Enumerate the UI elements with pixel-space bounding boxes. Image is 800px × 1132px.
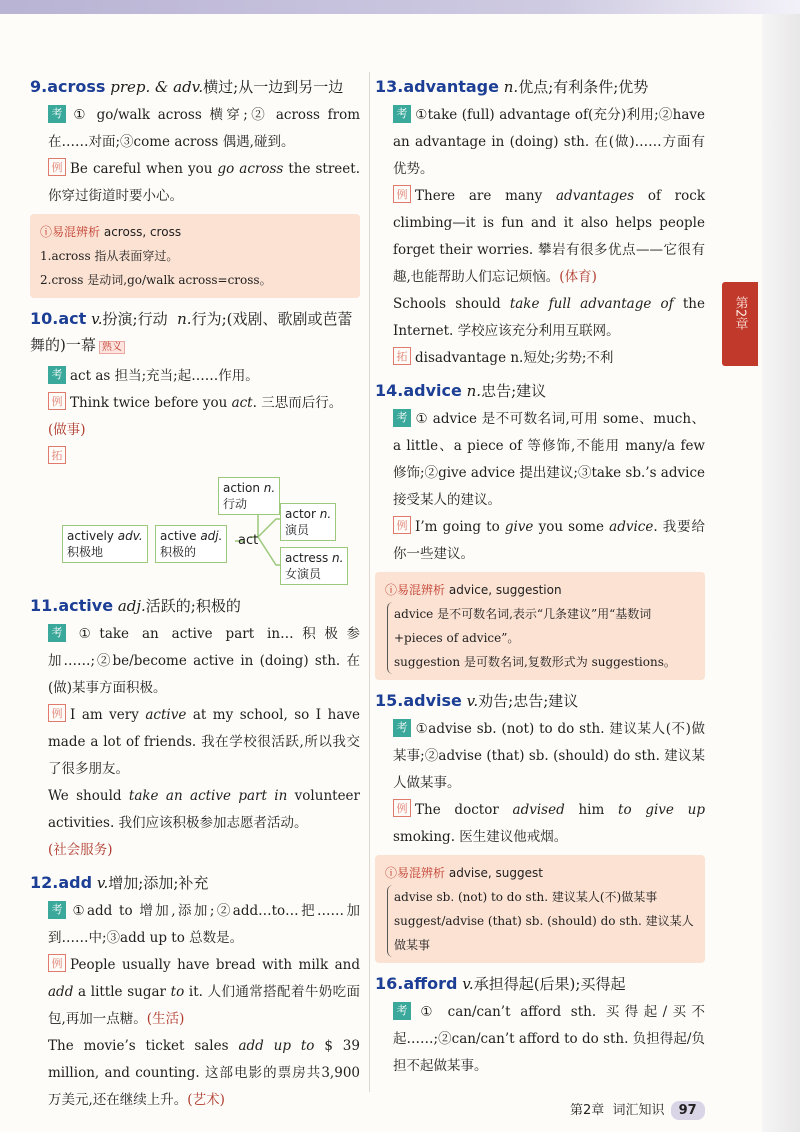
headword: advantage bbox=[403, 77, 499, 96]
example-text: him bbox=[564, 802, 619, 818]
page-edge-band bbox=[762, 14, 800, 1132]
example-emphasis: act bbox=[231, 395, 253, 411]
li-icon: 例 bbox=[393, 799, 411, 817]
definition: 承担得起(后果);买得起 bbox=[473, 975, 626, 993]
example bbox=[375, 797, 705, 851]
example-text: I’m going to bbox=[415, 519, 505, 535]
entry-advice bbox=[375, 378, 705, 680]
confusion-box bbox=[30, 214, 360, 298]
node-cn: 行动 bbox=[223, 497, 248, 511]
li-icon: 例 bbox=[393, 516, 411, 534]
node-word: actress bbox=[285, 551, 329, 565]
example-text: There are many bbox=[415, 188, 556, 204]
li-icon: 例 bbox=[48, 704, 66, 722]
usage-text: act as 担当;充当;起……作用。 bbox=[70, 368, 259, 384]
node-pos: n. bbox=[319, 507, 332, 521]
box-line: 1.across 指从表面穿过。 bbox=[40, 249, 179, 263]
example-text: a little sugar bbox=[73, 984, 171, 1000]
li-icon: 例 bbox=[48, 954, 66, 972]
example-text: Schools should bbox=[393, 296, 510, 312]
example-emphasis: advantages bbox=[556, 188, 635, 204]
chapter-side-tab bbox=[722, 282, 758, 366]
example-text: volunteer activities. 我们应该积极参加志愿者活动。 bbox=[48, 788, 360, 831]
part-of-speech: adj. bbox=[117, 597, 146, 615]
box-title bbox=[40, 220, 350, 244]
entry-number: 10. bbox=[30, 309, 59, 328]
topic-tag: (做事) bbox=[48, 422, 86, 438]
box-label: 易混辨析 bbox=[397, 866, 446, 880]
confusion-box bbox=[375, 572, 705, 680]
example-text: the Internet. 学校应该充分利用互联网。 bbox=[393, 296, 705, 339]
footer-section: 词汇知识 bbox=[612, 1103, 665, 1118]
entry-advantage bbox=[375, 74, 705, 372]
left-column bbox=[30, 74, 360, 1120]
entry-number: 9. bbox=[30, 77, 48, 96]
example bbox=[30, 1033, 360, 1114]
usage-text: ①add to 增加,添加;②add…to…把……加到……中;③add up to 总数是。 bbox=[48, 903, 360, 946]
example-text: We should bbox=[48, 788, 129, 804]
page-number: 97 bbox=[671, 1101, 705, 1120]
node-pos: n. bbox=[332, 551, 344, 565]
part-of-speech: v. bbox=[91, 310, 103, 328]
definition: 活跃的;积极的 bbox=[145, 597, 241, 615]
footer-chapter: 第2章 bbox=[570, 1103, 605, 1118]
usage-text: ① go/walk across 横穿;② across from 在……对面;③come across 偶遇,碰到。 bbox=[48, 107, 360, 150]
node-pos: adj. bbox=[200, 529, 223, 543]
usage-text: ①take (full) advantage of(充分)利用;②have an advantage in (doing) sth. 在(做)……方面有优势。 bbox=[393, 107, 705, 177]
part-of-speech: v. bbox=[466, 692, 479, 710]
column-divider bbox=[369, 72, 370, 1092]
example-text: The movie’s ticket sales bbox=[48, 1038, 239, 1054]
extension bbox=[375, 345, 705, 372]
usage-note bbox=[30, 621, 360, 702]
example-text: I am very bbox=[70, 707, 146, 723]
kao-icon: 考 bbox=[48, 366, 66, 384]
entry-heading bbox=[375, 971, 705, 997]
part-of-speech: v. bbox=[96, 874, 109, 892]
example bbox=[30, 783, 360, 864]
usage-note bbox=[375, 406, 705, 514]
top-color-bar bbox=[0, 0, 800, 14]
kao-icon: 考 bbox=[393, 719, 411, 737]
headword: afford bbox=[403, 974, 458, 993]
box-words: advice, suggestion bbox=[448, 583, 562, 597]
box-words: across, cross bbox=[103, 225, 182, 239]
li-icon: 例 bbox=[393, 185, 411, 203]
example-emphasis: advice bbox=[609, 519, 654, 535]
example bbox=[375, 183, 705, 291]
usage-text: ① advice 是不可数名词,可用 some、much、a little、a piece of 等修饰,不能用 many/a few 修饰;②give advice 提出建议;③take sb.’s advice 接受某人的建议。 bbox=[393, 411, 705, 508]
entry-active bbox=[30, 593, 360, 864]
definition: 忠告;建议 bbox=[481, 382, 547, 400]
box-brace bbox=[387, 885, 695, 957]
node-pos: n. bbox=[263, 481, 276, 495]
kao-icon: 考 bbox=[48, 901, 66, 919]
entry-number: 13. bbox=[375, 77, 404, 96]
part-of-speech: n. bbox=[466, 382, 482, 400]
example-text: . 三思而后行。 bbox=[252, 395, 343, 411]
example-text: smoking. 医生建议他戒烟。 bbox=[393, 829, 568, 845]
confusion-box bbox=[375, 855, 705, 963]
node-cn: 演员 bbox=[285, 523, 310, 537]
tuo-icon: 拓 bbox=[48, 446, 66, 464]
usage-text: ①take an active part in…积极参加……;②be/become active in (doing) sth. 在(做)某事方面积极。 bbox=[48, 626, 360, 696]
example-emphasis: active bbox=[145, 707, 187, 723]
node-cn: 积极的 bbox=[160, 545, 197, 559]
kao-icon: 考 bbox=[393, 409, 411, 427]
li-icon: 例 bbox=[48, 158, 66, 176]
example bbox=[30, 156, 360, 210]
kao-icon: 考 bbox=[393, 105, 411, 123]
warning-icon: ⓘ bbox=[385, 866, 398, 880]
node-pos: adv. bbox=[117, 529, 143, 543]
headword: advice bbox=[403, 381, 462, 400]
usage-note bbox=[375, 716, 705, 797]
example-text: it. 人们通常搭配着牛奶吃面包,再加一点糖。 bbox=[48, 984, 360, 1027]
entry-heading bbox=[375, 378, 705, 404]
example bbox=[375, 514, 705, 568]
entry-advise bbox=[375, 688, 705, 963]
usage-text: ①advise sb. (not) to do sth. 建议某人(不)做某事;②advise (that) sb. (should) do sth. 建议某人做某事。 bbox=[393, 721, 705, 791]
box-line: 2.cross 是动词,go/walk across=cross。 bbox=[40, 273, 272, 287]
box-line: suggestion 是可数名词,复数形式为 suggestions。 bbox=[394, 655, 676, 669]
example-emphasis: add up to bbox=[238, 1038, 315, 1054]
box-title bbox=[385, 861, 695, 885]
example-emphasis: to give up bbox=[618, 802, 705, 818]
diagram-node-actively bbox=[62, 525, 148, 563]
diagram-node-action bbox=[218, 477, 280, 515]
warning-icon: ⓘ bbox=[40, 225, 53, 239]
example-text: . 我要给你一些建议。 bbox=[393, 519, 705, 562]
box-line: advice 是不可数名词,表示“几条建议”用“基数词+pieces of advice”。 bbox=[394, 607, 652, 645]
example-text: The doctor bbox=[415, 802, 513, 818]
word-family-diagram bbox=[30, 477, 360, 587]
example-emphasis: advised bbox=[512, 802, 565, 818]
diagram-node-actress bbox=[280, 547, 348, 585]
box-line: suggest/advise (that) sb. (should) do sth. 建议某人做某事 bbox=[394, 914, 694, 952]
part-of-speech: n. bbox=[177, 310, 192, 328]
node-word: active bbox=[160, 529, 197, 543]
example-text: Think twice before you bbox=[70, 395, 232, 411]
example-text: at my school, so I have made a lot of friends. 我在学校很活跃,所以我交了很多朋友。 bbox=[48, 707, 360, 777]
entry-number: 15. bbox=[375, 691, 404, 710]
topic-tag: (生活) bbox=[146, 1011, 185, 1027]
box-line: advise sb. (not) to do sth. 建议某人(不)做某事 bbox=[394, 890, 658, 904]
example-text: of rock climbing—it is fun and it also helps people forget their worries. 攀岩有很多优点——它很有趣,也能帮助人们忘记烦恼。 bbox=[393, 188, 706, 285]
topic-tag: (体育) bbox=[559, 269, 597, 285]
entry-number: 12. bbox=[30, 873, 59, 892]
example bbox=[30, 702, 360, 783]
entry-heading bbox=[30, 593, 360, 619]
topic-tag: (社会服务) bbox=[48, 842, 113, 858]
example-emphasis: give bbox=[504, 519, 534, 535]
part-of-speech: v. bbox=[462, 975, 474, 993]
definition: 横过;从一边到另一边 bbox=[203, 78, 344, 96]
example-emphasis: take full advantage of bbox=[509, 296, 674, 312]
kao-icon: 考 bbox=[393, 1002, 411, 1020]
box-label: 易混辨析 bbox=[397, 583, 446, 597]
example bbox=[375, 291, 705, 345]
extension-text: disadvantage n.短处;劣势;不利 bbox=[415, 350, 614, 366]
example-emphasis: go across bbox=[217, 161, 284, 177]
kao-icon: 考 bbox=[48, 105, 66, 123]
example-emphasis: to bbox=[170, 984, 185, 1000]
chapter-tab-label: 第2章 bbox=[732, 296, 748, 331]
example-text: Be careful when you bbox=[70, 161, 218, 177]
box-words: advise, suggest bbox=[448, 866, 543, 880]
definition: 优点;有利条件;优势 bbox=[518, 78, 649, 96]
example-text: you some bbox=[533, 519, 610, 535]
entry-number: 11. bbox=[30, 596, 59, 615]
definition: 行为;(戏剧、歌剧或芭蕾舞的)一幕 bbox=[30, 310, 353, 354]
box-brace bbox=[387, 602, 695, 674]
entry-heading bbox=[30, 870, 360, 896]
headword: act bbox=[58, 309, 87, 328]
example-emphasis: take an active part in bbox=[128, 788, 288, 804]
example-emphasis: add bbox=[48, 984, 74, 1000]
entry-add bbox=[30, 870, 360, 1114]
definition: 劝告;忠告;建议 bbox=[478, 692, 579, 710]
node-cn: 女演员 bbox=[285, 567, 322, 581]
example bbox=[30, 952, 360, 1033]
usage-text: ① can/can’t afford sth. 买得起/买不起……;②can/can’t afford to do sth. 负担得起/负担不起做某事。 bbox=[393, 1004, 705, 1074]
usage-note bbox=[375, 999, 705, 1080]
usage-note bbox=[30, 898, 360, 952]
node-cn: 积极地 bbox=[67, 545, 104, 559]
diagram-node-active bbox=[155, 525, 227, 563]
entry-heading bbox=[30, 306, 360, 361]
node-word: actively bbox=[67, 529, 114, 543]
example-text: People usually have bread with milk and bbox=[70, 957, 360, 973]
kao-icon: 考 bbox=[48, 624, 66, 642]
definition: 增加;添加;补充 bbox=[108, 874, 209, 892]
diagram-node-actor bbox=[280, 503, 336, 541]
entry-afford bbox=[375, 971, 705, 1080]
warning-icon: ⓘ bbox=[385, 583, 398, 597]
example-text: the street. 你穿过街道时要小心。 bbox=[48, 161, 360, 204]
usage-note bbox=[375, 102, 705, 183]
entry-heading bbox=[375, 688, 705, 714]
topic-tag: (艺术) bbox=[187, 1092, 225, 1108]
headword: active bbox=[58, 596, 114, 615]
entry-act bbox=[30, 306, 360, 587]
box-title bbox=[385, 578, 695, 602]
example-text: $ 39 million, and counting. 这部电影的票房共3,900万美元,还在继续上升。 bbox=[48, 1038, 360, 1108]
box-label: 易混辨析 bbox=[52, 225, 101, 239]
headword: add bbox=[58, 873, 93, 892]
part-of-speech: prep. & adv. bbox=[110, 78, 204, 96]
entry-number: 14. bbox=[375, 381, 404, 400]
node-word: action bbox=[223, 481, 260, 495]
page-footer bbox=[570, 1099, 705, 1120]
entry-heading bbox=[375, 74, 705, 100]
li-icon: 例 bbox=[48, 392, 66, 410]
entry-number: 16. bbox=[375, 974, 404, 993]
headword: advise bbox=[403, 691, 462, 710]
entry-across bbox=[30, 74, 360, 298]
entry-heading bbox=[30, 74, 360, 100]
part-of-speech: n. bbox=[503, 78, 519, 96]
tuo-icon: 拓 bbox=[393, 347, 411, 365]
right-column bbox=[375, 74, 705, 1086]
usage-note bbox=[30, 102, 360, 156]
extension-label bbox=[30, 444, 360, 471]
node-word: actor bbox=[285, 507, 316, 521]
familiar-meaning-badge: 熟义 bbox=[99, 341, 125, 354]
definition: 扮演;行动 bbox=[102, 310, 168, 328]
example bbox=[30, 390, 360, 444]
diagram-center-word: act bbox=[238, 533, 259, 548]
headword: across bbox=[47, 77, 106, 96]
usage-note bbox=[30, 363, 360, 390]
